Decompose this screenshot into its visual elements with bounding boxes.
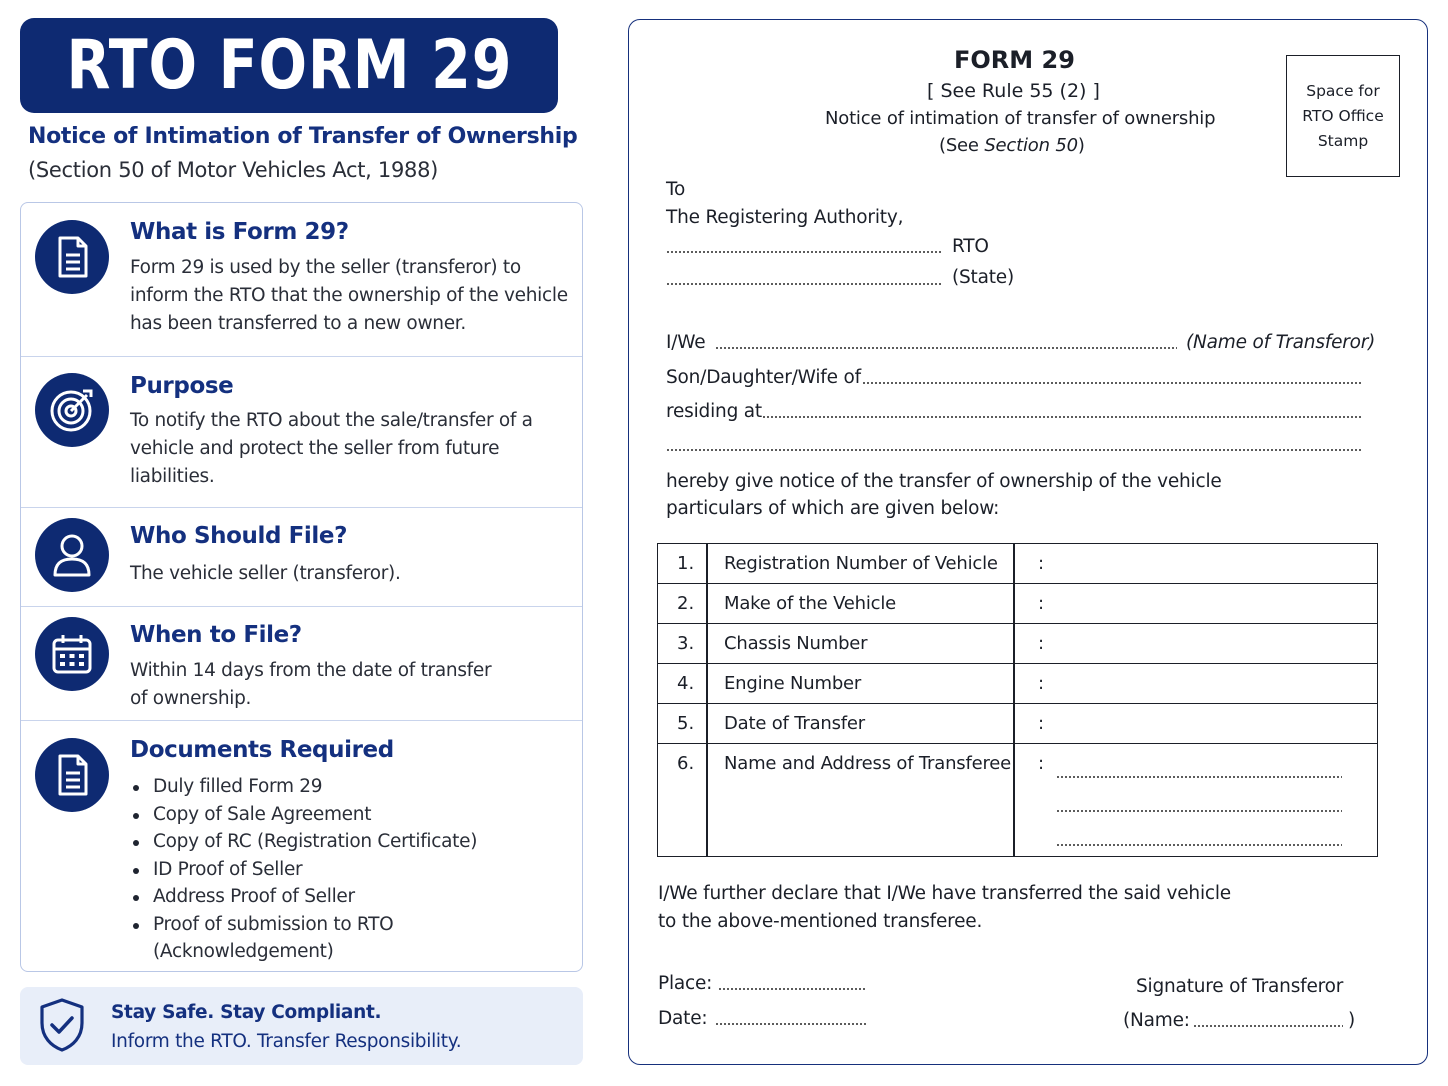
iwe-label: I/We bbox=[666, 332, 706, 353]
table-row bbox=[658, 664, 1377, 704]
transferor-hint: (Name of Transferor) bbox=[1186, 332, 1376, 353]
list-item: Duly filled Form 29 bbox=[130, 773, 550, 801]
row-title: Documents Required bbox=[130, 737, 394, 763]
column-divider bbox=[1013, 544, 1015, 856]
title-banner bbox=[20, 18, 558, 113]
row-label: Date of Transfer bbox=[724, 713, 865, 734]
info-row-documents bbox=[21, 721, 582, 972]
info-panel bbox=[20, 202, 583, 972]
row-text: Within 14 days from the date of transfer of ownership. bbox=[130, 660, 492, 709]
table-row bbox=[658, 544, 1377, 584]
table-row bbox=[658, 624, 1377, 664]
compliance-title: Stay Safe. Stay Compliant. bbox=[111, 1002, 382, 1023]
list-item: ID Proof of Seller bbox=[130, 856, 550, 884]
form-title: FORM 29 bbox=[954, 46, 1075, 74]
list-item: Copy of Sale Agreement bbox=[130, 801, 550, 829]
info-row-who bbox=[21, 508, 582, 607]
stamp-line: Space for bbox=[1306, 81, 1380, 100]
list-item: Copy of RC (Registration Certificate) bbox=[130, 828, 550, 856]
info-row-what bbox=[21, 203, 582, 357]
calendar-icon bbox=[35, 617, 109, 691]
row-title: What is Form 29? bbox=[130, 219, 349, 245]
signature-label: Signature of Transferor bbox=[1136, 976, 1344, 997]
row-text: To notify the RTO about the sale/transfer of a vehicle and protect the seller from future liabilities. bbox=[130, 410, 533, 487]
info-row-purpose bbox=[21, 357, 582, 508]
list-item: Proof of submission to RTO (Acknowledgement) bbox=[130, 911, 550, 966]
row-colon: : bbox=[1038, 593, 1045, 614]
compliance-text: Inform the RTO. Transfer Responsibility. bbox=[111, 1031, 462, 1052]
place-label: Place: bbox=[658, 973, 713, 994]
transferee-blank-2[interactable] bbox=[1056, 810, 1342, 812]
section-prefix: (See bbox=[939, 135, 985, 156]
row-title: When to File? bbox=[130, 622, 302, 648]
relation-blank[interactable] bbox=[862, 382, 1362, 384]
table-row bbox=[658, 584, 1377, 624]
documents-list bbox=[130, 773, 550, 966]
row-number: 4. bbox=[677, 673, 695, 694]
row-number: 5. bbox=[677, 713, 695, 734]
authority-label: The Registering Authority, bbox=[666, 207, 904, 228]
row-label: Chassis Number bbox=[724, 633, 868, 654]
row-number: 3. bbox=[677, 633, 695, 654]
stamp-line: Stamp bbox=[1317, 131, 1369, 150]
document-icon bbox=[35, 738, 109, 812]
date-label: Date: bbox=[658, 1008, 708, 1029]
row-colon: : bbox=[1038, 553, 1045, 574]
row-label: Engine Number bbox=[724, 673, 862, 694]
rto-stamp-box bbox=[1286, 55, 1400, 177]
declaration-line-1: I/We further declare that I/We have transferred the said vehicle bbox=[658, 883, 1231, 904]
to-label: To bbox=[666, 179, 686, 200]
row-title: Purpose bbox=[130, 373, 234, 399]
name-close-label: ) bbox=[1348, 1010, 1356, 1031]
row-colon: : bbox=[1038, 673, 1045, 694]
row-number: 6. bbox=[677, 753, 695, 774]
document-icon bbox=[35, 220, 109, 294]
date-blank[interactable] bbox=[715, 1023, 867, 1025]
residing-label: residing at bbox=[666, 401, 762, 422]
rto-label: RTO bbox=[952, 236, 989, 257]
stamp-line: RTO Office bbox=[1302, 106, 1384, 125]
banner-title: RTO FORM 29 bbox=[66, 26, 512, 105]
state-blank[interactable] bbox=[666, 283, 942, 285]
form-rule: [ See Rule 55 (2) ] bbox=[927, 80, 1100, 102]
section-suffix: ) bbox=[1077, 135, 1085, 156]
table-row bbox=[658, 744, 1377, 856]
address-blank-2[interactable] bbox=[666, 449, 1362, 451]
row-colon: : bbox=[1038, 633, 1045, 654]
particulars-table bbox=[657, 543, 1378, 857]
rto-blank[interactable] bbox=[666, 251, 942, 253]
notice-subtitle: (Section 50 of Motor Vehicles Act, 1988) bbox=[28, 158, 439, 182]
compliance-banner bbox=[20, 987, 583, 1065]
row-colon: : bbox=[1038, 753, 1045, 774]
transferor-name-blank[interactable] bbox=[715, 347, 1177, 349]
target-icon bbox=[35, 373, 109, 447]
declaration-line-2: to the above-mentioned transferee. bbox=[658, 911, 983, 932]
user-icon bbox=[35, 518, 109, 592]
place-blank[interactable] bbox=[718, 988, 867, 990]
state-label: (State) bbox=[952, 267, 1015, 288]
row-text: The vehicle seller (transferor). bbox=[130, 563, 401, 584]
row-label: Make of the Vehicle bbox=[724, 593, 897, 614]
notice-line-1: hereby give notice of the transfer of ownership of the vehicle bbox=[666, 471, 1222, 492]
row-number: 2. bbox=[677, 593, 695, 614]
section-italic: Section 50 bbox=[984, 135, 1078, 156]
relation-label: Son/Daughter/Wife of bbox=[666, 367, 861, 388]
name-open-label: (Name: bbox=[1123, 1010, 1190, 1031]
row-label: Registration Number of Vehicle bbox=[724, 553, 998, 574]
form-29-sheet bbox=[628, 19, 1428, 1065]
row-number: 1. bbox=[677, 553, 695, 574]
notice-title: Notice of Intimation of Transfer of Ownership bbox=[28, 124, 578, 149]
notice-line-2: particulars of which are given below: bbox=[666, 498, 1000, 519]
form-section-ref bbox=[939, 135, 1085, 156]
address-blank-1[interactable] bbox=[762, 416, 1362, 418]
list-item: Address Proof of Seller bbox=[130, 883, 550, 911]
transferee-blank-1[interactable] bbox=[1056, 776, 1342, 778]
row-title: Who Should File? bbox=[130, 523, 348, 549]
row-text: Form 29 is used by the seller (transferor) to inform the RTO that the ownership of the vehicle has been transferred to a new owner. bbox=[130, 257, 568, 334]
table-row bbox=[658, 704, 1377, 744]
row-label: Name and Address of Transferee bbox=[724, 753, 1012, 774]
row-colon: : bbox=[1038, 713, 1045, 734]
form-subtitle: Notice of intimation of transfer of ownership bbox=[825, 108, 1216, 129]
info-row-when bbox=[21, 607, 582, 721]
transferee-blank-3[interactable] bbox=[1056, 844, 1342, 846]
shield-check-icon bbox=[38, 997, 86, 1057]
transferor-sign-name-blank[interactable] bbox=[1193, 1025, 1343, 1027]
column-divider bbox=[706, 544, 708, 856]
